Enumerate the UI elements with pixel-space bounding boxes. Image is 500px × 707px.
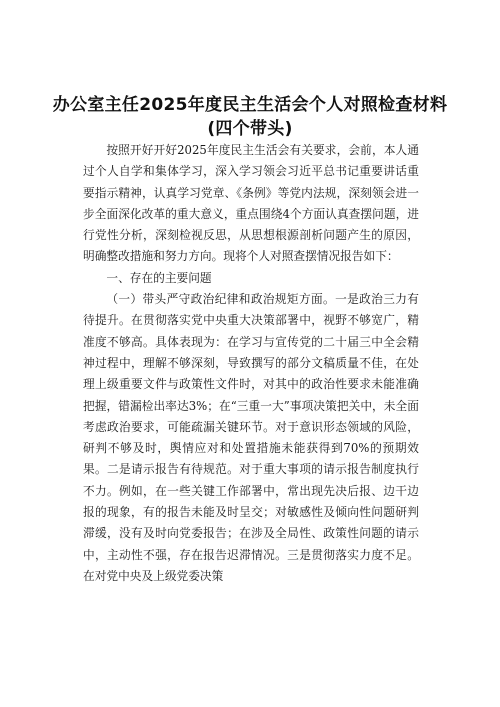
subsection1-paragraph — [83, 289, 419, 587]
subsection1-text: 一是政治三力有待提升。在贯彻落实党中央重大决策部署中，视野不够宽广，精准度不够高。具体表现为：在学习与宣传党的二十届三中全会精神过程中，理解不够深刻，导致撰写的部分文稿质量不佳，在处理上级重要文件与政策性文件时，对其中的政治性要求未能准确把握，错漏检出率达3%；在“三重一大”事项决策把关中，未全面考虑政治要求，可能疏漏关键环节。对于意识形态领域的风险，研判不够及时，舆情应对和处置措施未能获得到70%的预期效果。二是请示报告有待规范。对于重大事项的请示报告制度执行不力。例如，在一些关键工作部署中，常出现先决后报、边干边报的现象，有的报告未能及时呈交；对敏感性及倾向性问题研判滞缓，没有及时向党委报告；在涉及全局性、政策性问题的请示中，主动性不强，存在报告迟滞情况。三是贯彻落实力度不足。在对党中央及上级党委决策 — [83, 292, 419, 583]
document-title-line2: (四个带头) — [207, 119, 293, 139]
section1-heading: 一、存在的主要问题 — [106, 270, 212, 285]
intro-paragraph: 按照开好开好2025年度民主生活会有关要求，会前，本人通过个人自学和集体学习，深入学习领会习近平总书记重要讲话重要指示精神，认真学习党章、《条例》等党内法规，深刻领会进一步全面深化改革的重大意义，重点围绕4个方面认真查摆问题，进行党性分析，深刻检视反思，从思想根源剖析问题产生的原因，明确整改措施和努力方向。现将个人对照查摆情况报告如下： — [83, 143, 419, 264]
subsection1-heading: （一）带头严守政治纪律和政治规矩方面。 — [106, 292, 336, 307]
document-title-line1: 办公室主任2025年度民主生活会个人对照检查材料 — [52, 95, 448, 115]
document-body — [83, 140, 419, 587]
